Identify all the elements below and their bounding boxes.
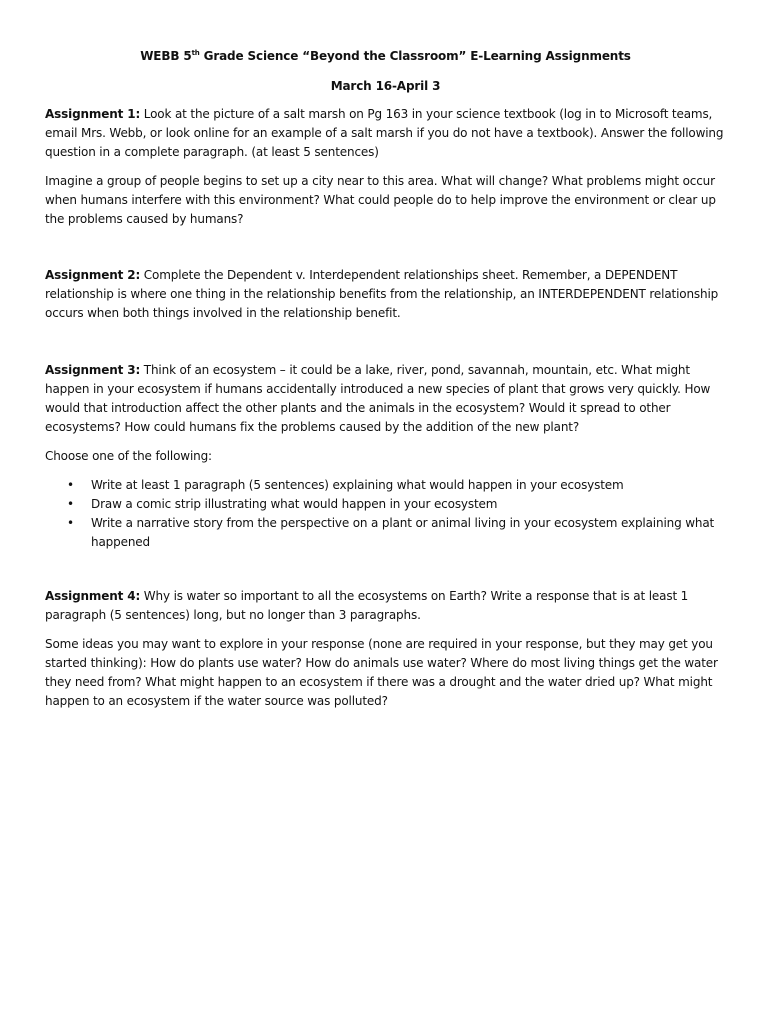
date-range: March 16-April 3	[330, 79, 441, 93]
list-item	[45, 476, 726, 495]
choice-text: Write a narrative story from the perspective on a plant or animal living in your ecosystem explaining what happened	[91, 516, 715, 549]
title-suffix: Grade Science “Beyond the Classroom” E-Learning Assignments	[199, 49, 631, 63]
assignment-3-choose-instruction: Choose one of the following:	[45, 449, 212, 463]
assignment-3-label: Assignment 3:	[45, 363, 141, 377]
assignment-1	[45, 105, 726, 162]
assignment-4-text: Why is water so important to all the ecosystems on Earth? Write a response that is at least 1 paragraph (5 sentences) long, but no longer than 3 paragraphs.	[45, 589, 689, 622]
assignment-4-label: Assignment 4:	[45, 589, 141, 603]
title-superscript: th	[191, 49, 200, 57]
assignment-1-prompt: Imagine a group of people begins to set up a city near to this area. What will change? What problems might occur when humans interfere with this environment? What could people do to help improve the environment or clear up the problems caused by humans?	[45, 174, 716, 226]
assignment-2-label: Assignment 2:	[45, 268, 141, 282]
bullet-icon: •	[67, 497, 74, 511]
assignment-3	[45, 361, 726, 437]
assignment-3-text: Think of an ecosystem – it could be a lake, river, pond, savannah, mountain, etc. What might happen in your ecosystem if humans accidentally introduced a new species of plant that grows very quickly. How would that introduction affect the other plants and the animals in the ecosystem? Would it spread to other ecosystems? How could humans fix the problems caused by the addition of the new plant?	[45, 363, 711, 434]
document-title	[45, 46, 726, 66]
assignment-2-text: Complete the Dependent v. Interdependent relationships sheet. Remember, a DEPENDENT relationship is where one thing in the relationship benefits from the relationship, an INTERDEPENDENT relationship occurs when both things involved in the relationship benefit.	[45, 268, 719, 320]
assignment-1-label: Assignment 1:	[45, 107, 141, 121]
assignment-1-text: Look at the picture of a salt marsh on Pg 163 in your science textbook (log in to Microsoft teams, email Mrs. Webb, or look online for an example of a salt marsh if you do not have a textbook). Answer the following question in a complete paragraph. (at least 5 sentences)	[45, 107, 724, 159]
bullet-icon: •	[67, 478, 74, 492]
assignment-4-ideas: Some ideas you may want to explore in your response (none are required in your response, but they may get you started thinking): How do plants use water? How do animals use water? Where do most living things get the water they need from? What might happen to an ecosystem if there was a drought and the water dried up? What might happen to an ecosystem if the water source was polluted?	[45, 637, 718, 708]
list-item	[45, 495, 726, 514]
assignment-2	[45, 266, 726, 323]
list-item	[45, 514, 726, 552]
choice-text: Draw a comic strip illustrating what would happen in your ecosystem	[91, 497, 498, 511]
assignment-4	[45, 587, 726, 625]
assignment-3-choice-list	[45, 476, 726, 552]
bullet-icon: •	[67, 516, 74, 530]
title-prefix: WEBB 5	[140, 49, 192, 63]
choice-text: Write at least 1 paragraph (5 sentences) explaining what would happen in your ecosystem	[91, 478, 624, 492]
